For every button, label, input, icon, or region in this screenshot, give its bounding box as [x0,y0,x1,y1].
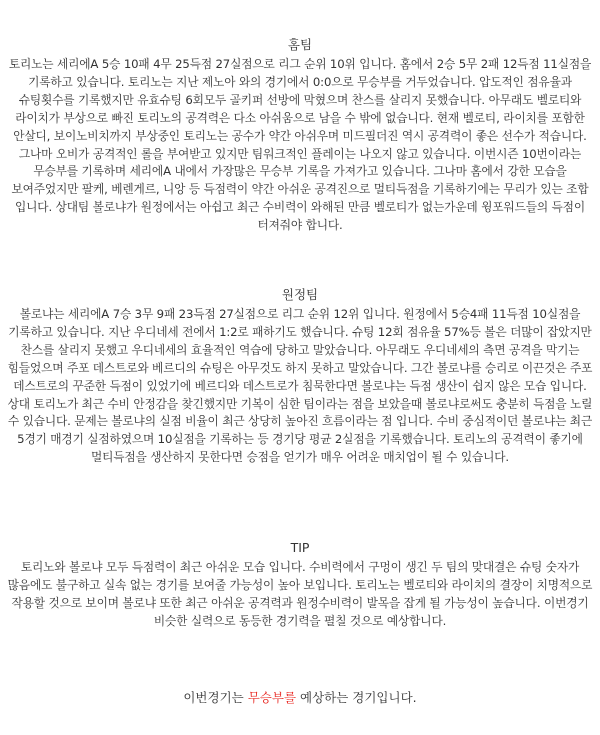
prediction-conclusion [0,689,600,706]
home-team-section [7,36,593,235]
tip-section [7,539,593,631]
away-team-section [7,286,593,467]
away-team-analysis: 볼로냐는 세리에A 7승 3무 9패 23득점 27실점으로 리그 순위 12위 입니다. 원정에서 5승4패 11득점 10실점을 기록하고 있습니다. 지난 우디네세 전에서 1:2로 패하기도 했습니다. 슈팅 12회 점유율 57%등 볼은 더많이 잡았지만 찬스를 살리지 못했고 우디네세의 효율적인 역습에 당하고 말았습니다. 아무래도 우디네세의 측면 공격을 막기는 힘들었으며 주포 데스트로와 베르디의 슈팅은 아무것도 하지 못하고 말았습니다. 그간 볼로냐를 승리로 이끈것은 주포 데스트로의 꾸준한 득점이 있었기에 베르디와 데스트로가 침묵한다면 볼로냐는 득점 생산이 쉽지 않은 모습 입니다. 상대 토리노가 최근 수비 안정감을 찾긴했지만 기복이 심한 팀이라는 점을 보았을때 볼로냐로써도 충분히 득점을 노릴 수 있습니다. 문제는 볼로냐의 실점 비율이 최근 상당히 높아진 흐름이라는 점 입니다. 수비 중심적이던 볼로냐는 최근 5경기 매경기 실점하였으며 10실점을 기록하는 등 경기당 평균 2실점을 기록했습니다. 토리노의 공격력이 좋기에 멀티득점을 생산하지 못한다면 승점을 얻기가 매우 어려운 매치업이 될 수 있습니다. [7,307,593,465]
prediction-highlight: 무승부를 [247,690,297,705]
conclusion-prefix: 이번경기는 [183,690,248,705]
away-team-heading: 원정팀 [281,287,319,302]
tip-heading: TIP [290,540,310,555]
tip-text: 토리노와 볼로냐 모두 득점력이 최근 아쉬운 모습 입니다. 수비력에서 구멍이 생긴 두 팀의 맞대결은 슈팅 숫자가 많음에도 불구하고 실속 없는 경기를 보여줄 가능성이 높아 보입니다. 토리노는 벨로티와 라이치의 결장이 치명적으로 작용할 것으로 보이며 볼로냐 또한 최근 아쉬운 공격력과 원정수비력이 발목을 잡게 될 가능성이 높습니다. 이번경기 비슷한 실력으로 동등한 경기력을 펼칠 것으로 예상합니다. [7,560,593,628]
home-team-analysis: 토리노는 세리에A 5승 10패 4무 25득점 27실점으로 리그 순위 10위 입니다. 홈에서 2승 5무 2패 12득점 11실점을 기록하고 있습니다. 토리노는 지난 제노아 와의 경기에서 0:0으로 무승부를 거두었습니다. 압도적인 점유율과 슈팅횟수를 기록했지만 유효슈팅 6회모두 골키퍼 선방에 막혔으며 찬스를 살리지 못했습니다. 아무래도 벨로티와 라이치가 부상으로 빠진 토리노의 공격력은 다소 아쉬움으로 남을 수 밖에 없습니다. 현재 벨로티, 라이치를 포함한 안살디, 보이노비치까지 부상중인 토리노는 공수가 약간 아쉬우며 미드필더진 역시 공격력이 좋은 선수가 적습니다.그나마 오비가 공격적인 롤을 부여받고 있지만 팀워크적인 플레이는 나오지 않고 있습니다. 이번시즌 10번이라는 무승부를 기록하며 세리에A 내에서 가장많은 무승부 기록을 가져가고 있습니다. 그나마 홈에서 강한 모습을 보여주었지만 팔케, 베렌게르, 니앙 등 득점력이 약간 아쉬운 공격진으로 멀티득점을 기록하기에는 무리가 있는 조합 입니다. 상대팀 볼로냐가 원정에서는 아쉽고 최근 수비력이 와해된 만큼 벨로티가 없는가운데 윙포워드들의 득점이 터져줘야 합니다. [8,57,592,233]
conclusion-suffix: 예상하는 경기입니다. [296,690,417,705]
home-team-heading: 홈팀 [287,37,313,52]
